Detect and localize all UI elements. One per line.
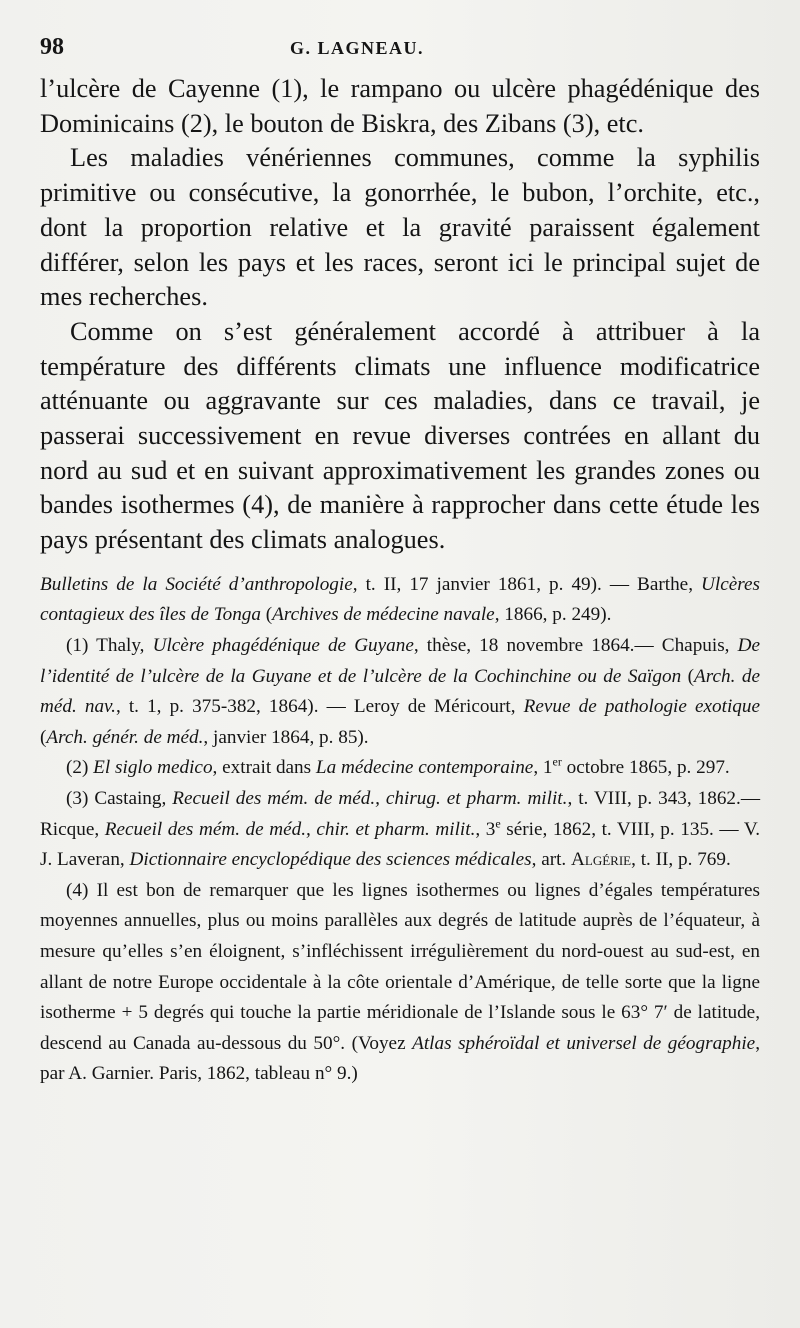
running-head: G. LAGNEAU. bbox=[290, 38, 425, 58]
footnotes bbox=[40, 570, 760, 1090]
paragraph-2: Les maladies vénériennes communes, comme la syphilis primitive ou consécutive, la gonorrhée, le bubon, l’orchite, etc., dont la proportion relative et la gravité paraissent également différer, selon les pays et les races, seront ici le principal sujet de mes recherches. bbox=[40, 143, 760, 312]
footnote-2: (2) El siglo medico, extrait dans La médecine contemporaine, 1er octobre 1865, p. 297. bbox=[66, 755, 730, 779]
footnote-3: (3) Castaing, Recueil des mém. de méd., chirug. et pharm. milit., t. VIII, p. 343, 1862.—Ricque, Recueil des mém. de méd., chir. et pharm. milit., 3e série, 1862, t. VIII, p. 135. — V. J. Laveran, Dictionnaire encyclopédique des sciences médicales, art. Algérie, t. II, p. 769. bbox=[40, 788, 761, 871]
footnote-4: (4) Il est bon de remarquer que les lignes isothermes ou lignes d’égales températures moyennes annuelles, plus ou moins parallèles aux degrés de latitude auprès de l’équateur, à mesure qu’elles s’en éloignent, s’infléchissent irrégulièrement du nord-ouest au sud-est, en allant de notre Europe occidentale à la côte orientale d’Amérique, de telle sorte que la ligne isotherme + 5 degrés qui touche la partie méridionale de l’Islande sous le 63° 7′ de latitude, descend au Canada au-dessous du 50°. (Voyez Atlas sphéroïdal et universel de géographie, par A. Garnier. Paris, 1862, tableau n° 9.) bbox=[40, 879, 760, 1085]
page-number: 98 bbox=[40, 34, 64, 60]
footnote-continued: Bulletins de la Société d’anthropologie, t. II, 17 janvier 1861, p. 49). — Barthe, Ulcères contagieux des îles de Tonga (Archives de médecine navale, 1866, p. 249). bbox=[40, 573, 760, 626]
footnote-1: (1) Thaly, Ulcère phagédénique de Guyane, thèse, 18 novembre 1864.— Chapuis, De l’identité de l’ulcère de la Guyane et de l’ulcère de la Cochinchine ou de Saïgon (Arch. de méd. nav., t. 1, p. 375-382, 1864). — Leroy de Méricourt, Revue de pathologie exotique (Arch. génér. de méd., janvier 1864, p. 85). bbox=[40, 635, 761, 748]
page-header bbox=[40, 34, 760, 68]
paragraph-3: Comme on s’est généralement accordé à attribuer à la température des différents climats une influence modificatrice atténuante ou aggravante sur ces maladies, dans ce travail, je passerai successivement en revue diverses contrées en allant du nord au sud et en suivant approximativement les grandes zones ou bandes isothermes (4), de manière à rapprocher dans cette étude les pays présentant des climats analogues. bbox=[40, 316, 760, 555]
paragraph-1: l’ulcère de Cayenne (1), le rampano ou ulcère phagédénique des Dominicains (2), le bouton de Biskra, des Zibans (3), etc. bbox=[40, 74, 760, 138]
